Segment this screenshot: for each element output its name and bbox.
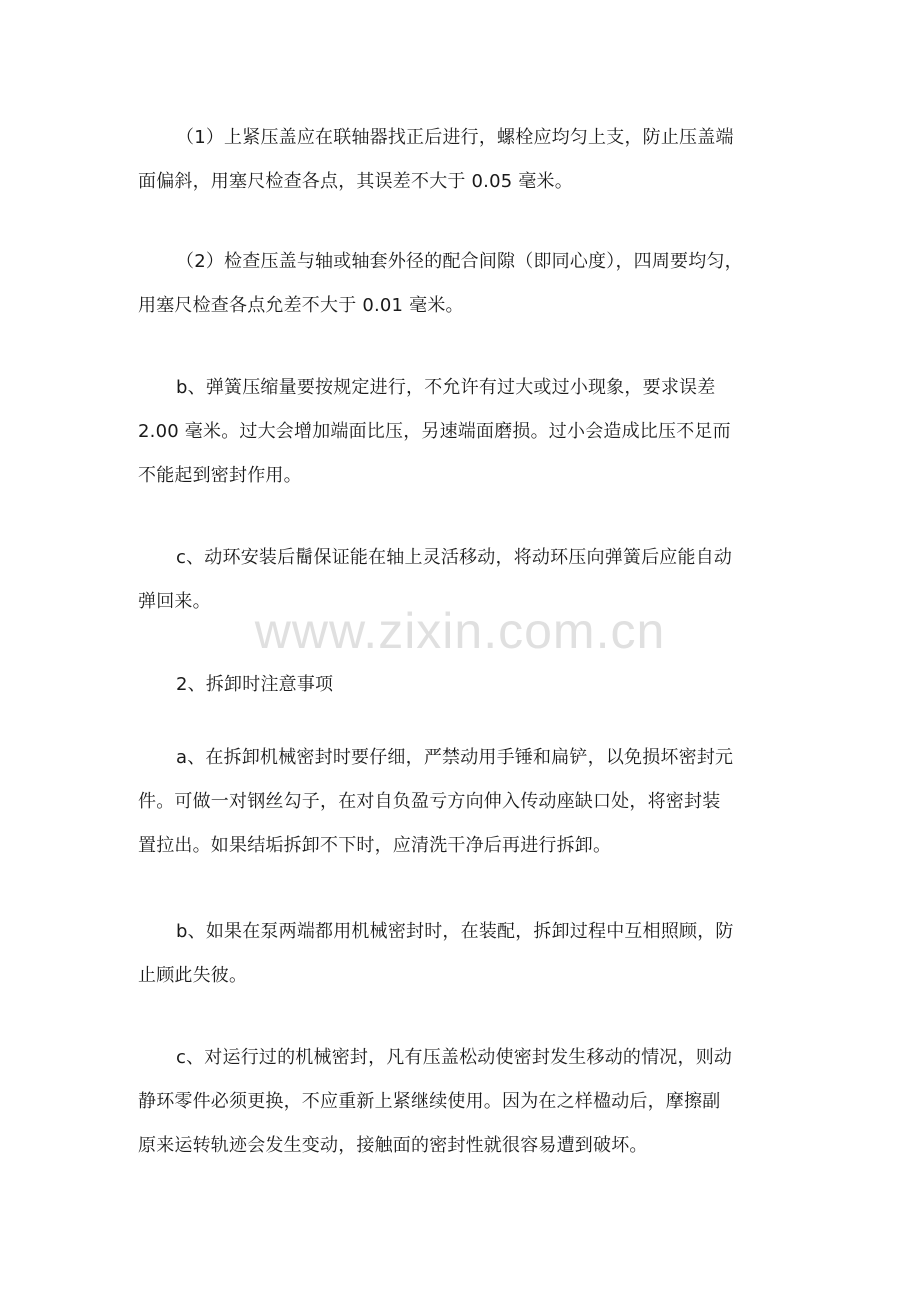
paragraph-line: 静环零件必须更换，不应重新上紧继续使用。因为在之样楹动后，摩擦副 <box>138 1091 721 1112</box>
section-heading-text: 2、拆卸时注意事项 <box>176 674 334 695</box>
paragraph-2 <box>138 240 783 328</box>
watermark-text: www.zixin.com.cn <box>254 603 666 659</box>
paragraph-line: 面偏斜，用塞尺检查各点，其误差不大于 0.05 毫米。 <box>138 171 573 192</box>
paragraph-line: b、弹簧压缩量要按规定进行，不允许有过大或过小现象，要求误差 <box>176 377 716 398</box>
paragraph-line: 件。可做一对钢丝勾子，在对自负盈亏方向伸入传动座缺口处，将密封装 <box>138 791 721 812</box>
paragraph-5 <box>138 736 783 868</box>
section-heading <box>138 663 783 707</box>
paragraph-line: c、动环安装后鬝保证能在轴上灵活移动，将动环压向弹簧后应能自动 <box>176 547 733 568</box>
paragraph-1 <box>138 116 783 204</box>
paragraph-line: 置拉出。如果结垢拆卸不下时，应清洗干净后再进行拆卸。 <box>138 835 612 856</box>
paragraph-line: 止顾此失彼。 <box>138 965 248 986</box>
paragraph-line: 用塞尺检查各点允差不大于 0.01 毫米。 <box>138 295 464 316</box>
paragraph-line: 不能起到密封作用。 <box>138 465 302 486</box>
paragraph-line: 弹回来。 <box>138 591 211 612</box>
paragraph-4 <box>138 536 783 624</box>
paragraph-line: （2）检查压盖与轴或轴套外径的配合间隙（即同心度），四周要均匀， <box>176 251 743 272</box>
paragraph-line: 2.00 毫米。过大会增加端面比压，另速端面磨损。过小会造成比压不足而 <box>138 421 731 442</box>
paragraph-7 <box>138 1036 783 1168</box>
paragraph-line: （1）上紧压盖应在联轴器找正后进行，螺栓应均匀上支，防止压盖端 <box>176 127 734 148</box>
paragraph-6 <box>138 910 783 998</box>
paragraph-line: a、在拆卸机械密封时要仔细，严禁动用手锤和扁铲，以免损坏密封元 <box>176 747 734 768</box>
paragraph-3 <box>138 366 783 498</box>
paragraph-line: c、对运行过的机械密封，凡有压盖松动使密封发生移动的情况，则动 <box>176 1047 733 1068</box>
paragraph-line: 原来运转轨迹会发生变动，接触面的密封性就很容易遭到破坏。 <box>138 1135 648 1156</box>
paragraph-line: b、如果在泵两端都用机械密封时，在装配，拆卸过程中互相照顾，防 <box>176 921 734 942</box>
